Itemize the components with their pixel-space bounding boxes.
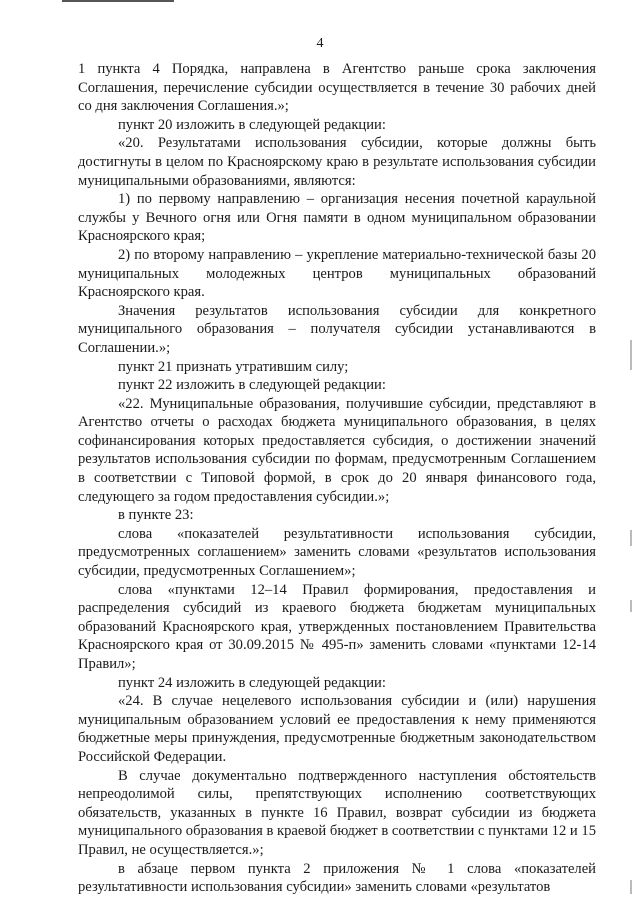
paragraph: «20. Результатами использования субсидии, которые должны быть достигнуты в целом по Красноярскому краю в результате использования субсидии муниципальными образованиями, являются: [78,135,596,189]
paragraph: 1) по первому направлению – организация несения почетной караульной службы у Вечного огня или Огня памяти в одном муниципальном образовании Красноярского края; [78,191,596,245]
document-body [78,60,596,897]
paragraph: слова «пунктами 12–14 Правил формирования, предоставления и распределения субсидий из краевого бюджета бюджетам муниципальных образований Красноярского края, утвержденных постановлением Правительства Красноярского края от 30.09.2015 № 495-п» заменить словами «пунктами 12-14 Правил»; [78,581,596,672]
paragraph: пункт 20 изложить в следующей редакции: [118,116,386,133]
paragraph: в абзаце первом пункта 2 приложения № 1 слова «показателей результативности использования субсидии» заменить словами «результатов [78,860,596,896]
paragraph: «24. В случае нецелевого использования субсидии и (или) нарушения муниципальным образованием условий ее предоставления к нему применяются бюджетные меры принуждения, предусмотренные бюджетным законодательством Российской Федерации. [78,693,596,765]
scan-artifact [630,340,632,370]
paragraph: В случае документально подтвержденного наступления обстоятельств непреодолимой силы, препятствующих исполнению соответствующих обязательств, указанных в пункте 16 Правил, возврат субсидии из бюджета муниципального образования в краевой бюджет в соответствии с пунктами 12 и 15 Правил, не осуществляется.»; [78,767,596,858]
scan-artifact [630,530,632,546]
scan-artifact [630,880,632,894]
paragraph: пункт 21 признать утратившим силу; [118,358,349,375]
page-number: 4 [316,36,324,51]
paragraph: 1 пункта 4 Порядка, направлена в Агентство раньше срока заключения Соглашения, перечисление субсидии осуществляется в течение 30 рабочих дней со дня заключения Соглашения.»; [78,61,596,115]
paragraph: слова «показателей результативности использования субсидии, предусмотренных соглашением» заменить словами «результатов использования субсидии, предусмотренных Соглашением»; [78,525,596,580]
paragraph: «22. Муниципальные образования, получившие субсидии, представляют в Агентство отчеты о расходах бюджета муниципального образования, в целях софинансирования которых предоставляется субсидия, о достижении значений результатов использования субсидии по формам, предусмотренным Соглашением в соответствии с Типовой формой, в срок до 20 января финансового года, следующего за годом предоставления субсидии.»; [78,395,596,505]
paragraph: Значения результатов использования субсидии для конкретного муниципального образования – получателя субсидии устанавливаются в Соглашении.»; [78,302,596,356]
top-rule [62,0,174,2]
paragraph: пункт 24 изложить в следующей редакции: [118,674,386,691]
paragraph: пункт 22 изложить в следующей редакции: [118,377,386,394]
scan-artifact [630,600,632,612]
paragraph: 2) по второму направлению – укрепление материально-технической базы 20 муниципальных молодежных центров муниципальных образований Красноярского края. [78,246,596,301]
paragraph: в пункте 23: [118,507,194,524]
